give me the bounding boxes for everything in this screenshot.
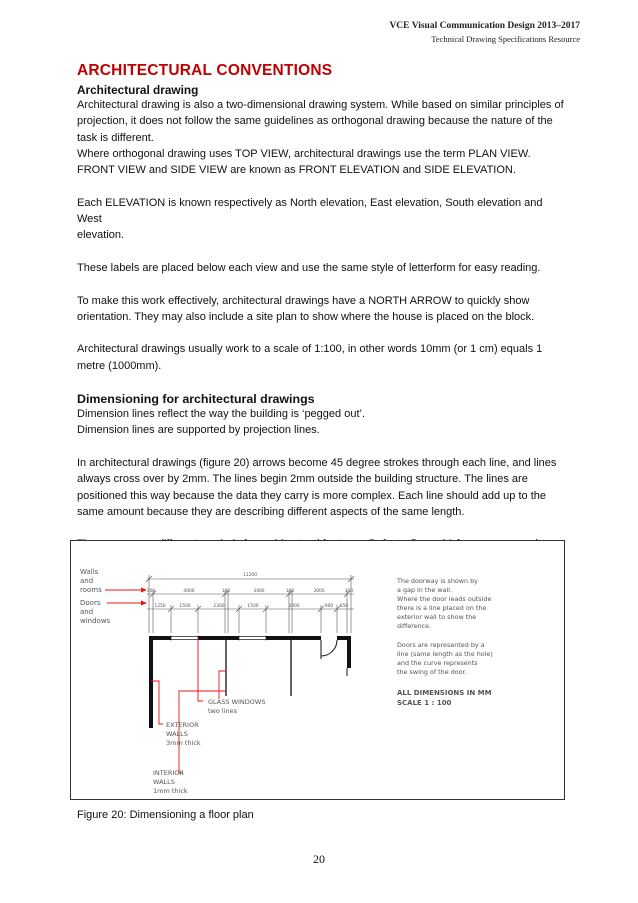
bottom-dimension: 900 — [324, 604, 334, 609]
overall-dimension: 11200 — [243, 573, 257, 578]
bottom-dimension: 1500 — [179, 604, 191, 609]
walls-label-line: rooms — [80, 586, 102, 594]
top-dimension: 100 — [285, 589, 295, 594]
top-dimension: 3000 — [313, 589, 325, 594]
top-dimension: 300 — [146, 589, 156, 594]
page-title: ARCHITECTURAL CONVENTIONS — [77, 62, 333, 79]
page-number: 20 — [313, 852, 325, 866]
top-dimension: 4000 — [183, 589, 195, 594]
walls-label-line: Walls — [80, 568, 99, 576]
paragraph: Each ELEVATION is known respectively as North elevation, East elevation, South elevation and West elevation. — [77, 196, 543, 242]
doorway-note: exterior wall to show the — [397, 613, 477, 621]
doors-label-line: Doors — [80, 599, 101, 607]
doors-label-line: windows — [80, 617, 111, 625]
main-content — [77, 62, 567, 569]
doorway-note: difference. — [397, 622, 432, 630]
left-label-arrows — [105, 588, 147, 606]
doors-note: the swing of the door. — [397, 668, 467, 676]
section-heading-dimensioning: Dimensioning for architectural drawings — [77, 392, 315, 407]
walls-label-line: and — [80, 577, 94, 585]
top-dimension: 300 — [344, 589, 354, 594]
paragraph: These labels are placed below each view and use the same style of letterform for easy reading. — [77, 261, 541, 274]
top-dimension: 3400 — [253, 589, 265, 594]
paragraph: To make this work effectively, architectural drawings have a NORTH ARROW to quickly show orientation. They may also include a site plan to show where the house is placed on the block. — [77, 294, 535, 323]
doorway-note: a gap in the wall. — [397, 586, 453, 594]
floor-plan-figure — [70, 540, 565, 800]
doors-note: Doors are represented by a — [397, 641, 485, 649]
bottom-dimension: 1500 — [247, 604, 259, 609]
doorway-note: there is a line placed on the — [397, 604, 487, 612]
door-swing — [321, 640, 347, 676]
paragraph: Dimension lines reflect the way the building is ‘pegged out’. Dimension lines are supported by projection lines. — [77, 408, 365, 437]
glass-windows-label: two lines — [208, 707, 238, 715]
doorway-note: The doorway is shown by — [397, 577, 478, 585]
paragraph: Architectural drawings usually work to a scale of 1:100, in other words 10mm (or 1 cm) equals 1 metre (1000mm). — [77, 343, 543, 372]
doors-note: line (same length as the hole) — [397, 650, 493, 658]
paragraph: Architectural drawing is also a two-dimensional drawing system. While based on similar principles of projection, it does not follow the same guidelines as orthogonal drawing because the nature of the task is different. Where orthogonal drawing uses TOP VIEW, architectural drawings use the term PLAN VIEW. FRONT VIEW and SIDE VIEW are known as FRONT ELEVATION and SIDE ELEVATION. — [77, 99, 564, 177]
section-heading-architectural-drawing: Architectural drawing — [77, 83, 199, 97]
header-course: VCE Visual Communication Design 2013–2017 — [389, 21, 580, 31]
paragraph: In architectural drawings (figure 20) arrows become 45 degree strokes through each line, and lines always cross over by 2mm. The lines begin 2mm outside the building structure. The lines are positioned this way because the data they carry is more complex. Each line should add up to the same amount because they are describing different aspects of the same length. — [77, 456, 557, 518]
interior-walls-label: WALLS — [153, 778, 175, 786]
bottom-dimension: 3000 — [288, 604, 300, 609]
interior-walls-label: INTERIOR — [153, 769, 184, 777]
glass-windows-label: GLASS WINDOWS — [208, 698, 266, 706]
top-dimension: 100 — [221, 589, 231, 594]
doors-label-line: and — [80, 608, 94, 616]
scale-note: SCALE 1 : 100 — [397, 699, 452, 707]
exterior-walls-label: WALLS — [166, 730, 188, 738]
interior-walls-label: 1mm thick — [153, 787, 188, 795]
doors-note: and the curve represents — [397, 659, 478, 667]
bottom-dimension: 650 — [339, 604, 349, 609]
floor-plan-drawing — [71, 541, 564, 799]
exterior-walls-label: EXTERIOR — [166, 721, 199, 729]
interior-walls — [226, 640, 291, 696]
doorway-note: Where the door leads outside — [397, 595, 492, 603]
bottom-dimension: 2300 — [213, 604, 225, 609]
figure-caption: Figure 20: Dimensioning a floor plan — [77, 809, 254, 821]
exterior-walls-label: 3mm thick — [166, 739, 201, 747]
dimensions-note: ALL DIMENSIONS IN MM — [397, 689, 492, 697]
bottom-dimension: 1250 — [154, 604, 166, 609]
page-header — [389, 21, 580, 44]
header-resource: Technical Drawing Specifications Resource — [431, 34, 580, 44]
